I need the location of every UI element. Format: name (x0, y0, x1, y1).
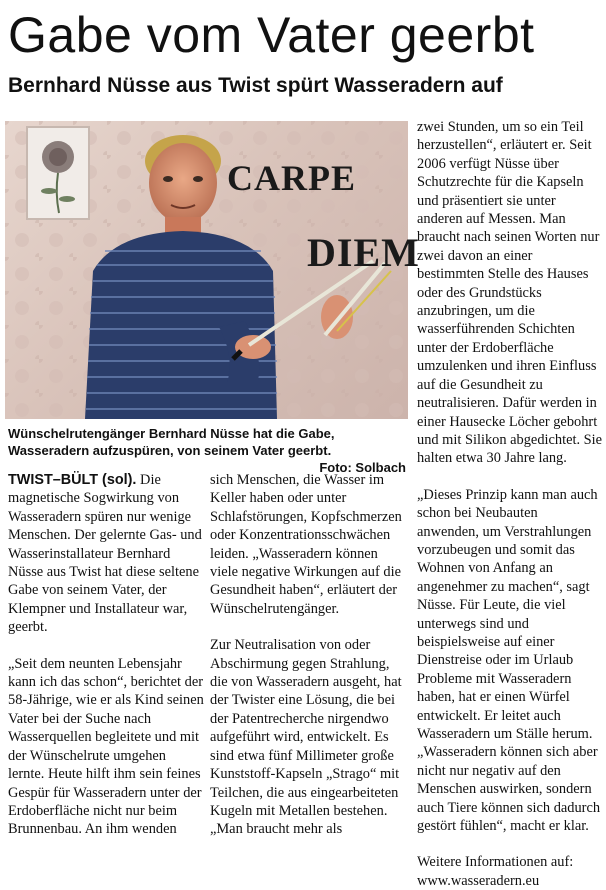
paragraph: Zur Neutralisation von oder Abschirmung gegen Strahlung, die von Wasseradern ausgeht, hat der Twister eine Lösung, die bei der Patentrecherche nirgendwo aufgeführt wird, entwickelt. Es sind etwa fünf Millimeter große Kunststoff-Kapseln „Strago“ mit Teilchen, die aus eingearbeiteten Kugeln mit Metallen bestehen. „Man braucht mehr als (210, 637, 402, 838)
photo-credit: Foto: Solbach (319, 460, 406, 475)
more-info: Weitere Informationen auf: www.wasseradern.eu (417, 854, 574, 889)
subheadline: Bernhard Nüsse aus Twist spürt Wasseradern auf (8, 74, 503, 97)
dateline: TWIST–BÜLT (sol). (8, 472, 137, 488)
paragraph-text: Die magnetische Sogwirkung von Wasseradern spüren nur wenige Menschen. Der gelernte Gas- und Wasserinstallateur Bernhard Nüsse aus Twist hat diese seltene Gabe von seinem Vater, der Klempner und Installateur war, geerbt. (8, 472, 202, 636)
paragraph: zwei Stunden, um so ein Teil herzustellen“, erläutert er. Seit 2006 verfügt Nüsse über Schutzrechte für die Kapseln und präsentiert sie unter anderen auf Messen. Man braucht nach seinen Worten nur zwei davon an einer bestimmten Stelle des Hauses oder des Grundstücks anzubringen, um die wasserführenden Schichten unter der Erdoberfläche umzulenken und ihren Einfluss auf die Gesundheit zu neutralisieren. Dafür werden in einer Hausecke Löcher gebohrt und mit Silikon abgedichtet. Sie halten etwa 30 Jahre lang. (417, 119, 603, 467)
paragraph: „Dieses Prinzip kann man auch schon bei Neubauten anwenden, um Verstrahlungen vorzubeugen und somit das Wohnen von Anfang an angenehmer zu machen“, sagt Nüsse. Für Leute, die viel unterwegs sind und beispielsweise auf einer Dienstreise oder im Urlaub Probleme mit Wasseradern haben, hat er einen Würfel entwickelt. Er leitet auch Wasseradern um Ställe herum. „Wasseradern können sich aber nicht nur negativ auf den Menschen auswirken, sondern auch Tiere können sich dadurch gestört fühlen“, macht er klar. (417, 486, 601, 835)
paragraph: „Seit dem neunten Lebensjahr kann ich das schon“, berichtet der 58-Jährige, wie er als Kind seinen Vater bei der Suche nach Wasserquellen begleitete und mit der Wünschelrute umgehen lernte. Heute hilft ihm sein feines Gespür für Wasseradern unter der Erdoberfläche nicht nur beim Brunnenbau. An ihm wenden (8, 655, 204, 838)
paragraph: sich Menschen, die Wasser im Keller haben oder unter Schlafstörungen, Kopfschmerzen oder Konzentrationsschwächen leiden. „Wasseradern können viele negative Wirkungen auf die Gesundheit haben“, erläutert der Wünschelrutengänger. (210, 472, 402, 617)
photo-sign-carpe: CARPE (227, 158, 356, 198)
photo-caption (8, 425, 406, 476)
column-3 (417, 118, 603, 890)
photo-sign-diem: DIEM (307, 230, 420, 275)
paragraph (8, 471, 204, 637)
column-1 (8, 471, 204, 839)
article-photo (5, 121, 420, 419)
headline: Gabe vom Vater geerbt (8, 7, 535, 63)
column-2 (210, 471, 406, 839)
caption-text: Wünschelrutengänger Bernhard Nüsse hat die Gabe, Wasseradern aufzuspüren, von seinem Vater geerbt. (8, 426, 335, 458)
